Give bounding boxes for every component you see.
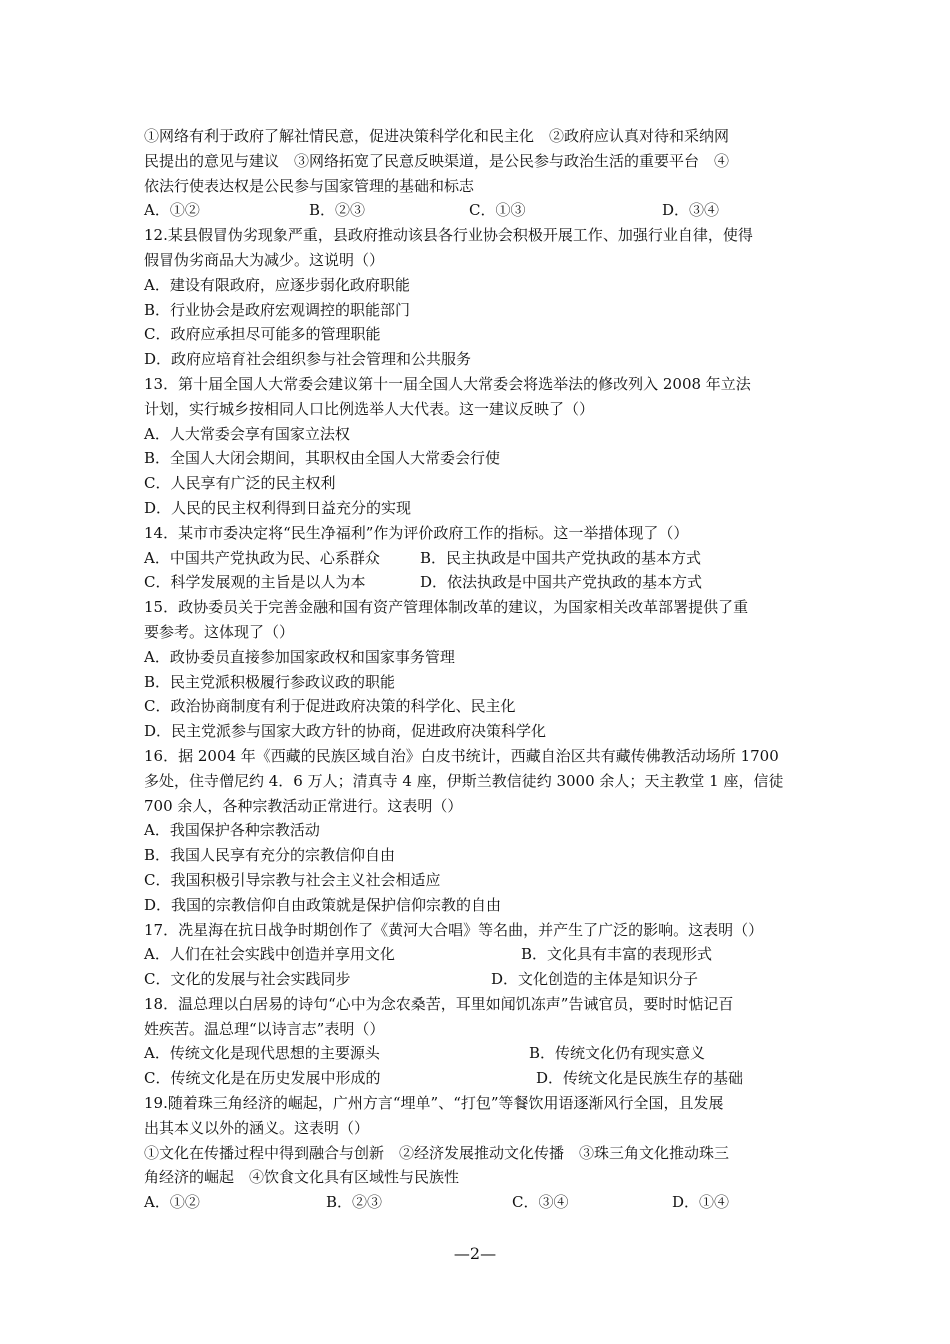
question-text: ①文化在传播过程中得到融合与创新 ②经济发展推动文化传播 ③珠三角文化推动珠三: [144, 1143, 730, 1162]
option-d: D．①④: [672, 1193, 730, 1212]
option-b: B．民主党派积极履行参政议政的职能: [144, 672, 396, 691]
question-text: 多处，住寺僧尼约 4．6 万人；清真寺 4 座，伊斯兰教信徒约 3000 余人；天主教堂 1 座，信徒: [144, 771, 784, 790]
option-d: D．依法执政是中国共产党执政的基本方式: [420, 573, 703, 592]
option-b: B．我国人民享有充分的宗教信仰自由: [144, 846, 396, 865]
question-text: 要参考。这体现了（）: [144, 622, 295, 641]
option-d: D．③④: [662, 201, 720, 220]
option-b: B．全国人大闭会期间，其职权由全国人大常委会行使: [144, 449, 501, 468]
question-text: 姓疾苦。温总理“以诗言志”表明（）: [144, 1019, 385, 1038]
option-c: C．③④: [512, 1193, 569, 1212]
option-d: D．文化创造的主体是知识分子: [491, 970, 699, 989]
question-text: 12.某县假冒伪劣现象严重，县政府推动该县各行业协会积极开展工作、加强行业自律，使得: [144, 226, 753, 245]
option-b: B．传统文化仍有现实意义: [529, 1044, 706, 1063]
option-c: C．我国积极引导宗教与社会主义社会相适应: [144, 870, 441, 889]
question-14: [144, 521, 812, 595]
option-d: D．传统文化是民族生存的基础: [536, 1069, 744, 1088]
option-a: A．政协委员直接参加国家政权和国家事务管理: [144, 647, 455, 666]
option-a: A．传统文化是现代思想的主要源头: [144, 1044, 380, 1063]
question-text: 13．第十届全国人大常委会建议第十一届全国人大常委会将选举法的修改列入 2008 年立法: [144, 374, 751, 393]
options-row: [144, 570, 812, 595]
option-a: A．①②: [144, 201, 200, 220]
question-19: [144, 1091, 812, 1215]
option-d: D．人民的民主权利得到日益充分的实现: [144, 498, 412, 517]
options-row: [144, 1190, 812, 1215]
exam-page: [144, 124, 812, 1215]
question-text: 14．某市市委决定将“民生净福利”作为评价政府工作的指标。这一举措体现了（）: [144, 523, 689, 542]
option-a: A．我国保护各种宗教活动: [144, 821, 320, 840]
option-a: A．人们在社会实践中创造并享用文化: [144, 945, 395, 964]
question-text: 出其本义以外的涵义。这表明（）: [144, 1118, 370, 1137]
question-text: 19.随着珠三角经济的崛起，广州方言“埋单”、“打包”等餐饮用语逐渐风行全国，且发展: [144, 1094, 724, 1113]
question-11: [144, 124, 812, 223]
question-17: [144, 918, 812, 992]
option-d: D．政府应培育社会组织参与社会管理和公共服务: [144, 350, 472, 369]
question-text: 16．据 2004 年《西藏的民族区域自治》白皮书统计，西藏自治区共有藏传佛教活动场所 1700: [144, 746, 779, 765]
question-12: [144, 223, 812, 372]
option-c: C．科学发展观的主旨是以人为本: [144, 573, 366, 592]
options-row: [144, 546, 812, 571]
question-text: 17．冼星海在抗日战争时期创作了《黄河大合唱》等名曲，并产生了广泛的影响。这表明（）: [144, 920, 764, 939]
option-b: B．文化具有丰富的表现形式: [521, 945, 713, 964]
option-a: A．①②: [144, 1193, 200, 1212]
question-text: 15．政协委员关于完善金融和国有资产管理体制改革的建议，为国家相关改革部署提供了重: [144, 598, 749, 617]
question-15: [144, 595, 812, 744]
option-b: B．行业协会是政府宏观调控的职能部门: [144, 300, 411, 319]
question-text: 700 余人，各种宗教活动正常进行。这表明（）: [144, 796, 463, 815]
question-text: 民提出的意见与建议 ③网络拓宽了民意反映渠道，是公民参与政治生活的重要平台 ④: [144, 151, 730, 170]
option-c: C．政治协商制度有利于促进政府决策的科学化、民主化: [144, 697, 516, 716]
question-text: ①网络有利于政府了解社情民意，促进决策科学化和民主化 ②政府应认真对待和采纳网: [144, 127, 730, 145]
options-row: [144, 967, 812, 992]
question-18: [144, 992, 812, 1091]
page-number: —2—: [453, 1244, 497, 1263]
option-b: B．②③: [326, 1193, 383, 1212]
option-d: D．我国的宗教信仰自由政策就是保护信仰宗教的自由: [144, 895, 502, 914]
option-c: C．文化的发展与社会实践同步: [144, 970, 351, 989]
options-row: [144, 198, 812, 223]
option-c: C．传统文化是在历史发展中形成的: [144, 1069, 381, 1088]
question-text: 计划，实行城乡按相同人口比例选举人大代表。这一建议反映了（）: [144, 399, 595, 418]
option-b: B．民主执政是中国共产党执政的基本方式: [420, 548, 702, 567]
option-d: D．民主党派参与国家大政方针的协商，促进政府决策科学化: [144, 722, 547, 741]
option-a: A．人大常委会享有国家立法权: [144, 424, 350, 443]
option-c: C．①③: [469, 201, 526, 220]
option-a: A．建设有限政府，应逐步弱化政府职能: [144, 275, 410, 294]
options-row: [144, 942, 812, 967]
option-a: A．中国共产党执政为民、心系群众: [144, 548, 380, 567]
option-c: C．政府应承担尽可能多的管理职能: [144, 325, 381, 344]
question-text: 假冒伪劣商品大为减少。这说明（）: [144, 250, 385, 269]
question-13: [144, 372, 812, 521]
options-row: [144, 1066, 812, 1091]
question-text: 18．温总理以白居易的诗句“心中为念农桑苦，耳里如闻饥冻声”告诫官员，要时时惦记百: [144, 994, 734, 1013]
option-c: C．人民享有广泛的民主权利: [144, 474, 336, 493]
question-16: [144, 744, 812, 918]
option-b: B．②③: [309, 201, 366, 220]
question-text: 依法行使表达权是公民参与国家管理的基础和标志: [144, 176, 475, 195]
options-row: [144, 1041, 812, 1066]
question-text: 角经济的崛起 ④饮食文化具有区域性与民族性: [144, 1168, 460, 1187]
